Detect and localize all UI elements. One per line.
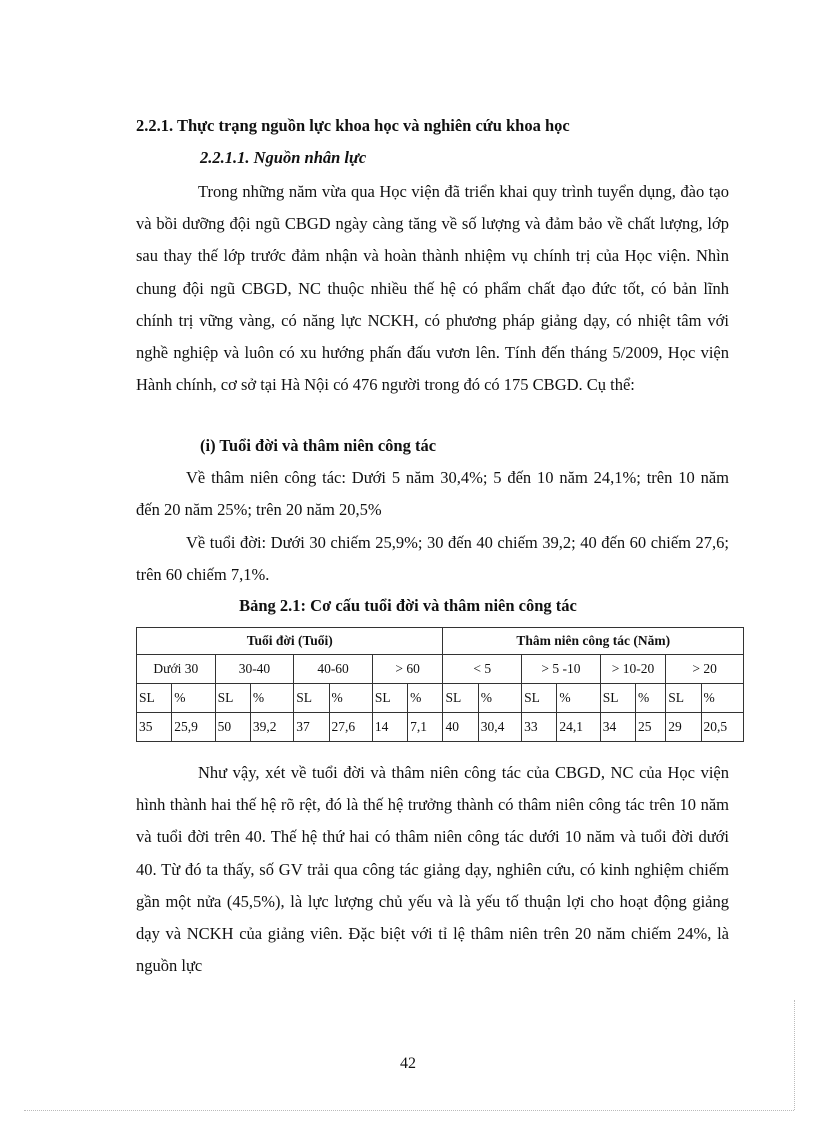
column-label: % bbox=[329, 684, 372, 713]
group-header-seniority: Thâm niên công tác (Năm) bbox=[443, 628, 744, 655]
column-label: % bbox=[172, 684, 215, 713]
table-cell: 27,6 bbox=[329, 713, 372, 742]
table-cell: 40 bbox=[443, 713, 478, 742]
table-cell: 24,1 bbox=[557, 713, 600, 742]
subgroup-header: > 20 bbox=[666, 655, 744, 684]
column-label: SL bbox=[294, 684, 329, 713]
paragraph-seniority: Về thâm niên công tác: Dưới 5 năm 30,4%; 5 đến 10 năm 24,1%; trên 10 năm đến 20 năm 25%; trên 20 năm 20,5% bbox=[136, 468, 729, 520]
table-cell: 14 bbox=[372, 713, 407, 742]
page-border-right bbox=[794, 1000, 795, 1110]
table-cell: 25,9 bbox=[172, 713, 215, 742]
table-cell: 35 bbox=[137, 713, 172, 742]
table-group-header-row bbox=[137, 628, 744, 655]
table-subgroup-row bbox=[137, 655, 744, 684]
page-number: 42 bbox=[400, 1055, 416, 1072]
subgroup-header: > 60 bbox=[372, 655, 443, 684]
structure-table bbox=[136, 627, 744, 742]
column-label: SL bbox=[137, 684, 172, 713]
table-cell: 20,5 bbox=[701, 713, 743, 742]
table-cell: 30,4 bbox=[478, 713, 521, 742]
subgroup-header: 30-40 bbox=[215, 655, 294, 684]
section-heading: 2.2.1. Thực trạng nguồn lực khoa học và nghiên cứu khoa học bbox=[136, 116, 570, 135]
table-cell: 25 bbox=[636, 713, 666, 742]
column-label: % bbox=[250, 684, 293, 713]
column-label: % bbox=[701, 684, 743, 713]
item-heading: (i) Tuổi đời và thâm niên công tác bbox=[200, 436, 437, 455]
subgroup-header: 40-60 bbox=[294, 655, 373, 684]
table-cell: 29 bbox=[666, 713, 701, 742]
subgroup-header: < 5 bbox=[443, 655, 522, 684]
column-label: % bbox=[636, 684, 666, 713]
table-column-label-row bbox=[137, 684, 744, 713]
table-cell: 33 bbox=[522, 713, 557, 742]
column-label: SL bbox=[443, 684, 478, 713]
column-label: SL bbox=[522, 684, 557, 713]
table-cell: 39,2 bbox=[250, 713, 293, 742]
subgroup-header: > 10-20 bbox=[600, 655, 666, 684]
column-label: SL bbox=[666, 684, 701, 713]
column-label: % bbox=[557, 684, 600, 713]
subgroup-header: > 5 -10 bbox=[522, 655, 601, 684]
column-label: % bbox=[478, 684, 521, 713]
paragraph-age: Về tuổi đời: Dưới 30 chiếm 25,9%; 30 đến 40 chiếm 39,2; 40 đến 60 chiếm 27,6; trên 60 chiếm 7,1%. bbox=[136, 533, 729, 585]
column-label: SL bbox=[215, 684, 250, 713]
column-label: % bbox=[408, 684, 443, 713]
column-label: SL bbox=[372, 684, 407, 713]
page-border-bottom bbox=[24, 1110, 794, 1111]
paragraph-analysis: Như vậy, xét về tuổi đời và thâm niên công tác của CBGD, NC của Học viện hình thành hai thế hệ rõ rệt, đó là thế hệ trưởng thành có thâm niên công tác trên 10 năm và tuổi đời trên 40. Thế hệ thứ hai có thâm niên công tác dưới 10 năm và tuổi đời dưới 40. Từ đó ta thấy, số GV trải qua công tác giảng dạy, nghiên cứu, có kinh nghiệm chiếm gần một nửa (45,5%), là lực lượng chủ yếu và là yếu tố thuận lợi cho hoạt động giảng dạy và NCKH của giảng viên. Đặc biệt với tỉ lệ thâm niên trên 20 năm chiếm 24%, là nguồn lực bbox=[136, 763, 729, 976]
group-header-age: Tuổi đời (Tuổi) bbox=[137, 628, 443, 655]
table-row bbox=[137, 713, 744, 742]
table-cell: 50 bbox=[215, 713, 250, 742]
paragraph-intro: Trong những năm vừa qua Học viện đã triển khai quy trình tuyển dụng, đào tạo và bồi dưỡng đội ngũ CBGD ngày càng tăng về số lượng và đảm bảo về chất lượng, lớp sau thay thế lớp trước đảm nhận và hoàn thành nhiệm vụ chính trị của Học viện. Nhìn chung đội ngũ CBGD, NC thuộc nhiều thế hệ có phẩm chất đạo đức tốt, có bản lĩnh chính trị vững vàng, có năng lực NCKH, có phương pháp giảng dạy, có nhiệt tâm với nghề nghiệp và luôn có xu hướng phấn đấu vươn lên. Tính đến tháng 5/2009, Học viện Hành chính, cơ sở tại Hà Nội có 476 người trong đó có 175 CBGD. Cụ thể: bbox=[136, 182, 729, 395]
table-cell: 37 bbox=[294, 713, 329, 742]
table-cell: 34 bbox=[600, 713, 635, 742]
table-caption: Bảng 2.1: Cơ cấu tuổi đời và thâm niên công tác bbox=[239, 596, 577, 615]
subsection-heading: 2.2.1.1. Nguồn nhân lực bbox=[200, 148, 367, 167]
table-cell: 7,1 bbox=[408, 713, 443, 742]
column-label: SL bbox=[600, 684, 635, 713]
subgroup-header: Dưới 30 bbox=[137, 655, 216, 684]
